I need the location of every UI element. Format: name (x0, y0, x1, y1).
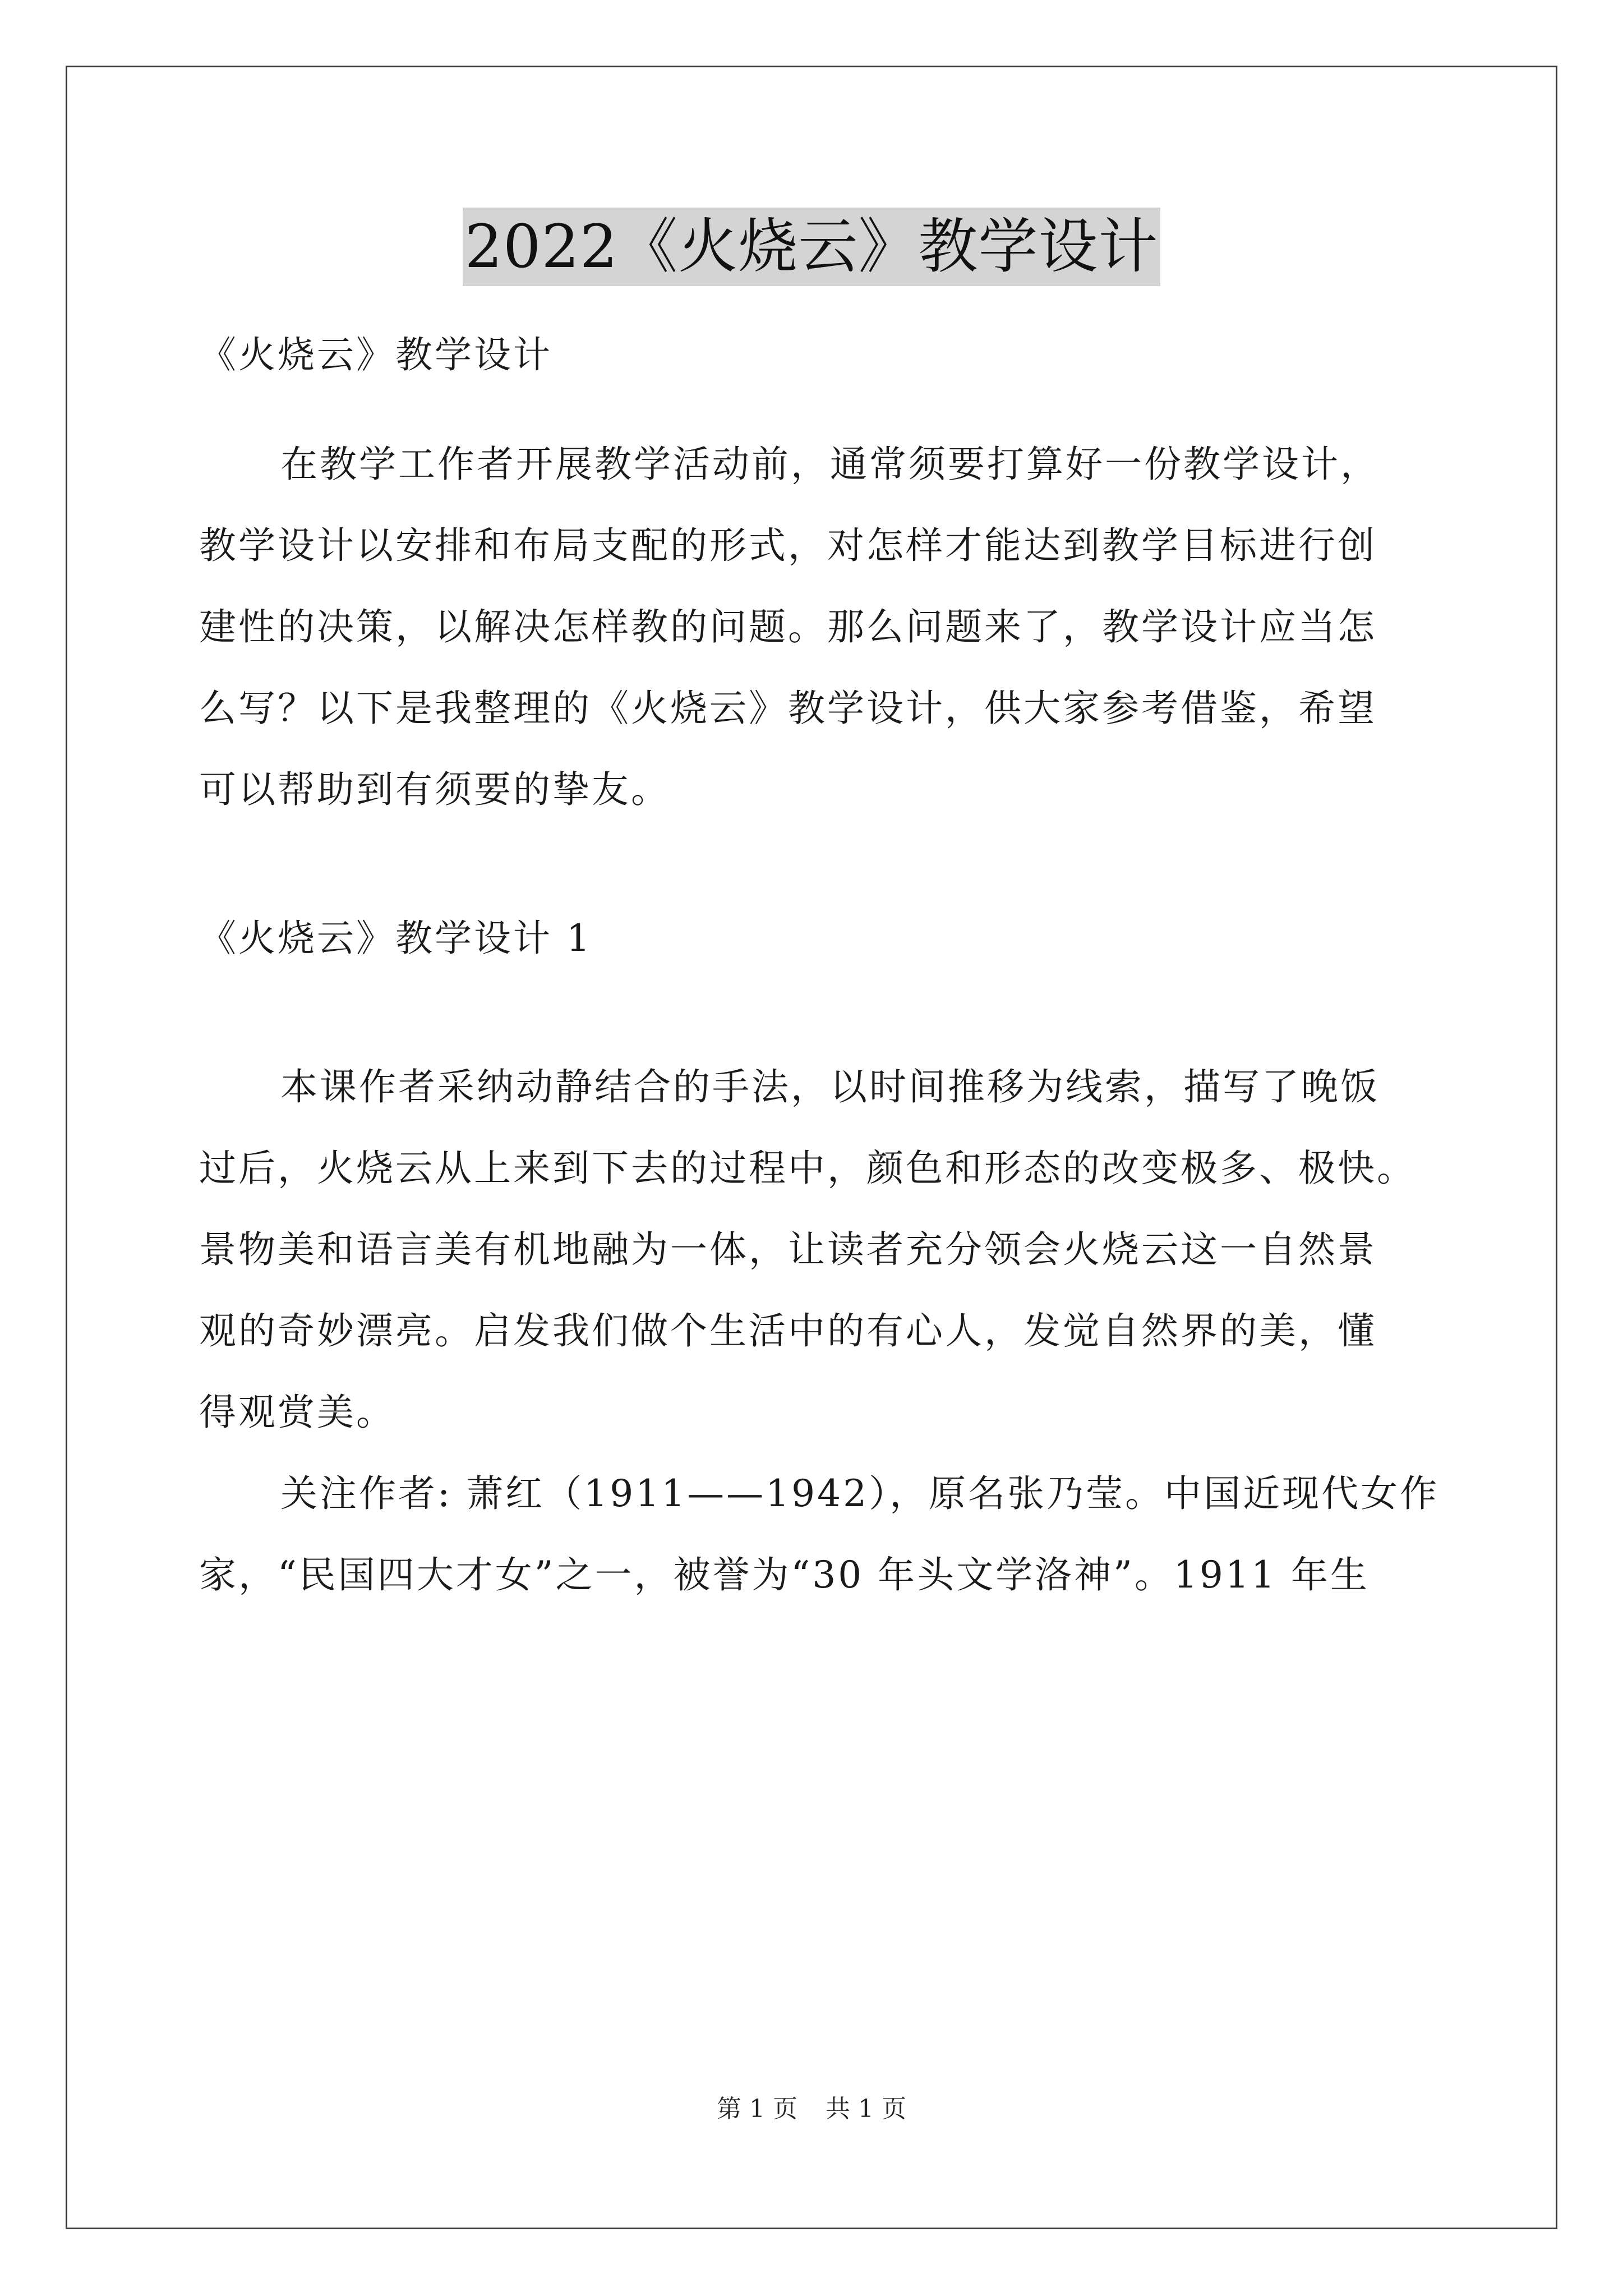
section-line[interactable]: 观的奇妙漂亮。启发我们做个生活中的有心人，发觉自然界的美，懂 (199, 1309, 1377, 1352)
intro-line[interactable]: 么写？以下是我整理的《火烧云》教学设计，供大家参考借鉴，希望 (199, 687, 1377, 730)
page-number-current: 第 1 页 (717, 2095, 797, 2123)
intro-line[interactable]: 建性的决策，以解决怎样教的问题。那么问题来了，教学设计应当怎 (199, 605, 1377, 648)
section-line[interactable]: 过后，火烧云从上来到下去的过程中，颜色和形态的改变极多、极快。 (199, 1147, 1416, 1190)
intro-line[interactable]: 在教学工作者开展教学活动前，通常须要打算好一份教学设计， (280, 443, 1380, 486)
intro-line[interactable]: 教学设计以安排和布局支配的形式，对怎样才能达到教学目标进行创 (199, 524, 1377, 567)
intro-line[interactable]: 可以帮助到有须要的挚友。 (199, 768, 670, 811)
document-body (199, 314, 1440, 1616)
author-line[interactable]: 关注作者: 萧红（1911——1942），原名张乃莹。中国近现代女作 (280, 1472, 1440, 1515)
section-heading[interactable]: 《火烧云》教学设计 1 (199, 917, 592, 960)
author-line[interactable]: 家，“民国四大才女”之一，被誉为“30 年头文学洛神”。1911 年生 (199, 1553, 1370, 1596)
section-line[interactable]: 得观赏美。 (199, 1391, 395, 1434)
subtitle[interactable]: 《火烧云》教学设计 (199, 333, 552, 376)
page-footer (0, 2092, 1623, 2126)
section-line[interactable]: 景物美和语言美有机地融为一体，让读者充分领会火烧云这一自然景 (199, 1228, 1377, 1271)
section-line[interactable]: 本课作者采纳动静结合的手法，以时间推移为线索，描写了晚饭 (280, 1065, 1380, 1108)
document-title[interactable]: 2022《火烧云》教学设计 (463, 208, 1161, 286)
title-wrapper (0, 208, 1623, 286)
page-number-total: 共 1 页 (826, 2095, 906, 2123)
